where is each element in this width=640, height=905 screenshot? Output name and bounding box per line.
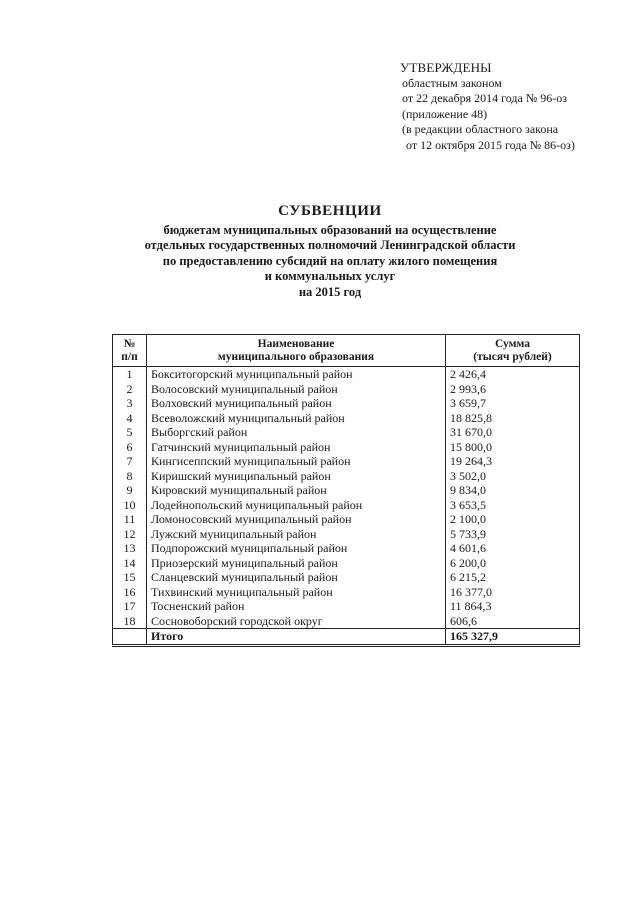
header-sum: Сумма (тысяч рублей) xyxy=(446,335,580,367)
row-sum: 2 100,0 xyxy=(446,512,580,527)
table-row xyxy=(113,454,580,469)
title-line-5: на 2015 год xyxy=(298,284,362,299)
row-sum: 2 426,4 xyxy=(446,367,580,382)
row-sum: 9 834,0 xyxy=(446,483,580,498)
total-number-cell xyxy=(113,629,147,646)
title-main: СУБВЕНЦИИ xyxy=(278,203,382,219)
table-row xyxy=(113,498,580,513)
row-sum: 31 670,0 xyxy=(446,425,580,440)
row-name: Кировский муниципальный район xyxy=(147,483,446,498)
row-sum: 3 659,7 xyxy=(446,396,580,411)
row-name: Волосовский муниципальный район xyxy=(147,382,446,397)
row-sum: 3 502,0 xyxy=(446,469,580,484)
row-sum: 15 800,0 xyxy=(446,440,580,455)
row-sum: 606,6 xyxy=(446,614,580,629)
row-number: 5 xyxy=(113,425,147,440)
row-name: Лужский муниципальный район xyxy=(147,527,446,542)
approval-heading: УТВЕРЖДЕНЫ xyxy=(400,60,492,75)
row-sum: 6 200,0 xyxy=(446,556,580,571)
table-row xyxy=(113,396,580,411)
row-name: Всеволожский муниципальный район xyxy=(147,411,446,426)
table-row xyxy=(113,425,580,440)
table-row xyxy=(113,556,580,571)
row-sum: 19 264,3 xyxy=(446,454,580,469)
table-row xyxy=(113,570,580,585)
document-title xyxy=(90,204,570,300)
approval-line-1: областным законом xyxy=(402,75,502,90)
row-sum: 4 601,6 xyxy=(446,541,580,556)
title-line-3: по предоставлению субсидий на оплату жилого помещения xyxy=(162,253,498,268)
row-sum: 11 864,3 xyxy=(446,599,580,614)
row-name: Сланцевский муниципальный район xyxy=(147,570,446,585)
row-number: 10 xyxy=(113,498,147,513)
row-name: Волховский муниципальный район xyxy=(147,396,446,411)
approval-line-5: от 12 октября 2015 года № 86-оз) xyxy=(406,137,575,152)
row-name: Гатчинский муниципальный район xyxy=(147,440,446,455)
table-row xyxy=(113,585,580,600)
row-number: 4 xyxy=(113,411,147,426)
row-number: 8 xyxy=(113,469,147,484)
total-sum: 165 327,9 xyxy=(446,629,580,646)
table-body xyxy=(113,367,580,629)
row-name: Тосненский район xyxy=(147,599,446,614)
row-name: Киришский муниципальный район xyxy=(147,469,446,484)
approval-block xyxy=(400,60,635,153)
title-line-4: и коммунальных услуг xyxy=(264,269,396,283)
table-row xyxy=(113,483,580,498)
row-sum: 2 993,6 xyxy=(446,382,580,397)
table-row xyxy=(113,367,580,382)
row-number: 16 xyxy=(113,585,147,600)
table-row xyxy=(113,527,580,542)
total-label: Итого xyxy=(147,629,446,646)
row-number: 15 xyxy=(113,570,147,585)
row-number: 13 xyxy=(113,541,147,556)
row-number: 18 xyxy=(113,614,147,629)
table-row xyxy=(113,599,580,614)
title-line-1: бюджетам муниципальных образований на осуществление xyxy=(163,222,497,237)
row-name: Тихвинский муниципальный район xyxy=(147,585,446,600)
table-row xyxy=(113,411,580,426)
table-row xyxy=(113,469,580,484)
row-name: Лодейнопольский муниципальный район xyxy=(147,498,446,513)
row-number: 6 xyxy=(113,440,147,455)
header-name: Наименование муниципального образования xyxy=(147,335,446,367)
row-number: 1 xyxy=(113,367,147,382)
row-number: 2 xyxy=(113,382,147,397)
row-number: 14 xyxy=(113,556,147,571)
row-name: Кингисеппский муниципальный район xyxy=(147,454,446,469)
row-number: 12 xyxy=(113,527,147,542)
table-row xyxy=(113,382,580,397)
title-line-2: отдельных государственных полномочий Ленинградской области xyxy=(144,238,516,252)
table-row xyxy=(113,541,580,556)
table-row xyxy=(113,512,580,527)
header-number: № п/п xyxy=(113,335,147,367)
table-header-row xyxy=(113,335,580,367)
subventions-table xyxy=(112,334,580,647)
row-name: Ломоносовский муниципальный район xyxy=(147,512,446,527)
row-sum: 6 215,2 xyxy=(446,570,580,585)
row-number: 11 xyxy=(113,512,147,527)
row-name: Выборгский район xyxy=(147,425,446,440)
total-row xyxy=(113,629,580,646)
row-sum: 3 653,5 xyxy=(446,498,580,513)
table-row xyxy=(113,614,580,629)
row-sum: 18 825,8 xyxy=(446,411,580,426)
approval-line-3: (приложение 48) xyxy=(402,106,488,121)
row-sum: 16 377,0 xyxy=(446,585,580,600)
table-row xyxy=(113,440,580,455)
row-number: 17 xyxy=(113,599,147,614)
row-name: Бокситогорский муниципальный район xyxy=(147,367,446,382)
row-number: 3 xyxy=(113,396,147,411)
approval-line-4: (в редакции областного закона xyxy=(402,122,559,136)
row-number: 7 xyxy=(113,454,147,469)
row-name: Подпорожский муниципальный район xyxy=(147,541,446,556)
row-name: Сосновоборский городской округ xyxy=(147,614,446,629)
approval-line-2: от 22 декабря 2014 года № 96-оз xyxy=(402,91,568,105)
row-number: 9 xyxy=(113,483,147,498)
row-name: Приозерский муниципальный район xyxy=(147,556,446,571)
row-sum: 5 733,9 xyxy=(446,527,580,542)
